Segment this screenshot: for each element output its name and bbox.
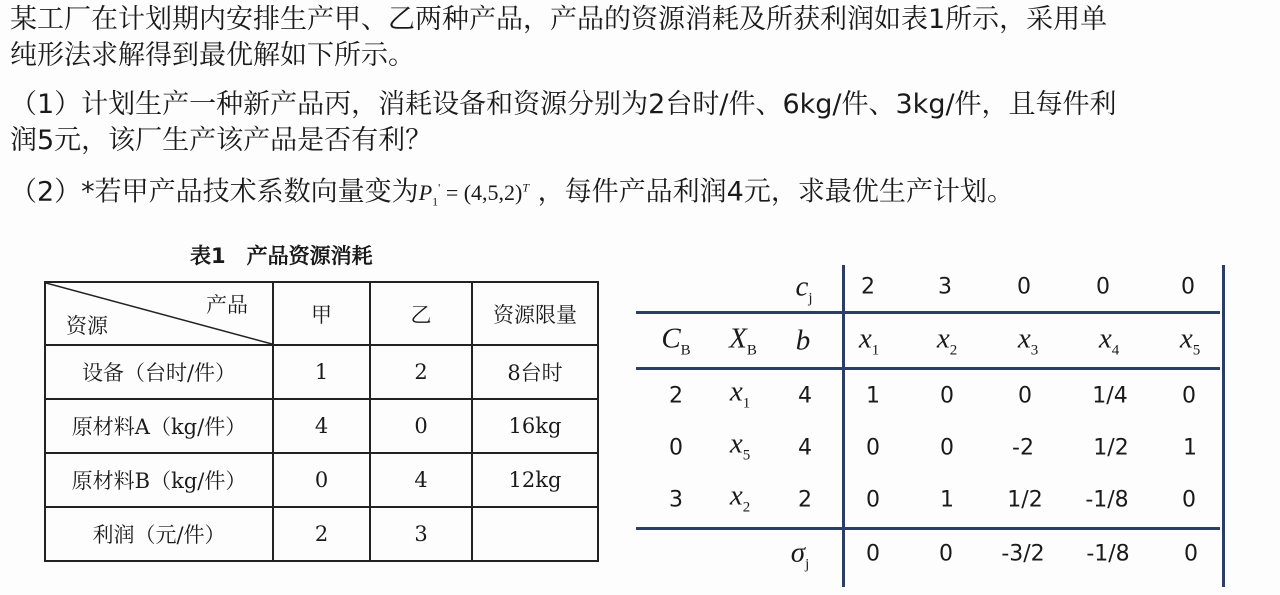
row-xb: $x_5$ (729, 427, 751, 464)
table-cell: 12kg (472, 453, 598, 507)
cj-value: 0 (1181, 274, 1195, 300)
sigma-value: -1/8 (1086, 541, 1130, 567)
row-value: -1/8 (1085, 487, 1129, 513)
row-value: 1 (866, 383, 880, 409)
table1-caption: 表1 产品资源消耗 (190, 244, 373, 268)
header-cb: $C_B$ (661, 322, 691, 359)
table-cell: 0 (370, 399, 472, 453)
cj-value: 2 (861, 274, 875, 300)
tableau-vline-right (1222, 265, 1225, 587)
table-cell: 2 (273, 507, 370, 561)
header-var: $x_3$ (1017, 322, 1039, 359)
table-cell: 0 (273, 453, 370, 507)
intro-text-line1: 某工厂在计划期内安排生产甲、乙两种产品，产品的资源消耗及所获利润如表1所示，采用单 (10, 4, 1108, 35)
header-xb: $X_B$ (729, 322, 757, 359)
header-cell: 乙 (370, 282, 472, 345)
cj-value: 0 (1096, 274, 1110, 300)
row-cb: 0 (669, 435, 683, 461)
header-cell: 资源限量 (472, 282, 598, 345)
row-value: 1/2 (1093, 435, 1129, 461)
intro-text-line2: 纯形法求解得到最优解如下所示。 (10, 40, 415, 71)
question2-text-before: （2）*若甲产品技术系数向量变为 (10, 176, 419, 208)
row-value: 1/2 (1007, 487, 1043, 513)
row-b: 4 (798, 435, 812, 461)
table-cell: 利润（元/件） (45, 507, 273, 561)
sigma-value: -3/2 (1001, 541, 1045, 567)
table-cell: 4 (370, 453, 472, 507)
row-value: 0 (1182, 487, 1196, 513)
header-var: $x_5$ (1179, 322, 1201, 359)
cj-value: 0 (1017, 274, 1031, 300)
sigma-value: 0 (866, 541, 880, 567)
row-cb: 2 (669, 383, 683, 409)
header-var: $x_2$ (936, 322, 958, 359)
tableau-hline-sigma (636, 527, 1220, 530)
question1-line1: （1）计划生产一种新产品丙，消耗设备和资源分别为2台时/件、6kg/件、3kg/件，且每件利 (10, 89, 1117, 120)
row-b: 2 (798, 487, 812, 513)
table-cell: 原材料B（kg/件） (45, 453, 273, 507)
row-value: 1/4 (1092, 383, 1128, 409)
header-var: $x_4$ (1098, 322, 1120, 359)
corner-label-product: 产品 (206, 293, 248, 317)
vector-formula: $P_1' = (4,5,2)^T$ (418, 180, 530, 209)
row-value: 0 (866, 435, 880, 461)
table-cell: 2 (370, 345, 472, 399)
row-value: 0 (940, 383, 954, 409)
sigma-label: $\sigma_j$ (790, 536, 810, 573)
sigma-value: 0 (1184, 541, 1198, 567)
cj-value: 3 (938, 274, 952, 300)
header-b: b (795, 324, 811, 357)
row-value: 1 (940, 487, 954, 513)
corner-label-resource: 资源 (66, 314, 108, 338)
header-cell: 甲 (273, 282, 370, 345)
question2-text-after: ，每件产品利润4元，求最优生产计划。 (529, 176, 1014, 208)
tableau-hline-header (636, 311, 1220, 314)
table-cell: 设备（台时/件） (45, 345, 273, 399)
table-cell: 1 (273, 345, 370, 399)
row-xb: $x_2$ (729, 479, 751, 516)
sigma-value: 0 (939, 541, 953, 567)
question1-line2: 润5元，该厂生产该产品是否有利？ (10, 125, 433, 156)
row-value: 1 (1183, 435, 1197, 461)
table-cell: 4 (273, 399, 370, 453)
table-cell: 16kg (472, 399, 598, 453)
row-xb: $x_1$ (729, 375, 751, 412)
table-cell: 8台时 (472, 345, 598, 399)
table-cell: 3 (370, 507, 472, 561)
row-value: 0 (940, 435, 954, 461)
cj-label: $c_j$ (795, 270, 813, 307)
row-value: 0 (1182, 383, 1196, 409)
table-cell: 原材料A（kg/件） (45, 399, 273, 453)
row-value: 0 (1018, 383, 1032, 409)
row-cb: 3 (669, 487, 683, 513)
header-var: $x_1$ (858, 322, 880, 359)
row-value: 0 (866, 487, 880, 513)
row-b: 4 (798, 383, 812, 409)
tableau-hline-body (636, 367, 1220, 370)
row-value: -2 (1012, 435, 1034, 461)
